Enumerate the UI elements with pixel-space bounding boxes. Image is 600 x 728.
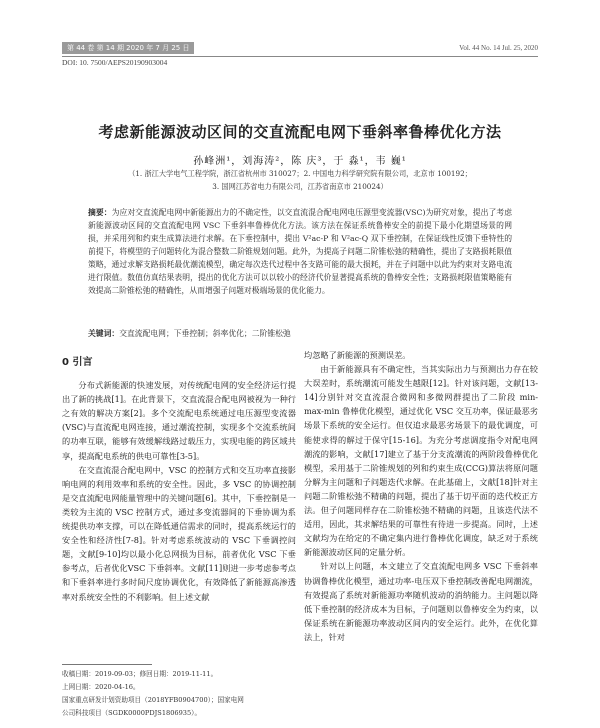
paragraph: 分布式新能源的快速发展，对传统配电网的安全经济运行提出了新的挑战[1]。在此背景下，交直流混合配电网被视为一种行之有效的解决方案[2]。多个交流配电系统通过电压源型变流器(VSC)与直流配电网连接，通过潮流控制，实现多个交流系统间的功率互联，能够有效缓解线路过载压力，实现电能的跨区域共享，提高配电系统的供电可靠性[3-5]。	[62, 380, 296, 461]
section-heading: 0 引言	[62, 357, 93, 368]
footnote-online: 上网日期：2020-04-16。	[62, 683, 140, 691]
paragraph: 均忽略了新能源的预测误差。	[304, 350, 411, 360]
paper-title: 考虑新能源波动区间的交直流配电网下垂斜率鲁棒优化方法	[98, 123, 502, 141]
journal-issue-tag: 第 44 卷 第 14 期 2020 年 7 月 25 日	[62, 42, 194, 54]
keywords-text: 交直流配电网；下垂控制；斜率优化；二阶锥松弛	[119, 329, 291, 338]
footnote-funding: 国家重点研发计划资助项目（2018YFB0904700）；国家电网	[62, 696, 244, 704]
abstract-label: 摘要：	[88, 208, 112, 217]
left-column	[62, 348, 296, 604]
footnote-received: 收稿日期：2019-09-03；修回日期：2019-11-11。	[62, 670, 218, 678]
journal-issue-english: Vol. 44 No. 14 Jul. 25, 2020	[459, 44, 538, 52]
abstract-text: 为应对交直流配电网中新能源出力的不确定性，以交直流混合配电网电压源型变流器(VSC)为研究对象，提出了考虑新能源波动区间的交直流配电网 VSC 下垂斜率鲁棒优化方法。该方法在保证系统鲁棒安全的前提下最小化期望场景的网损，并采用列和约束生成算法进行求解。在下垂控制中，提出 V²ac-P 和 V²ac-Q 双下垂控制，在保证线性反馈下垂特性的前提下，将模型的子问题转化为混合整数二阶锥规划问题。此外，为提高子问题二阶锥松弛的精确性，提出了支路损耗限值策略，通过求解支路损耗最优潮流模型，确定每次迭代过程中各支路可能的最大损耗，并在子问题中以此为约束对支路电流进行限值。数值仿真结果表明，提出的优化方法可以以较小的经济代价显著提高系统的鲁棒安全性；支路损耗限值策略能有效提高二阶锥松弛的精确性，从而增强子问题对极端场景的优化能力。	[88, 208, 512, 295]
top-bar	[0, 0, 600, 17]
keywords-label: 关键词：	[88, 329, 120, 338]
footnote-funding-cont: 公司科技项目（SGDK0000PDJS1806935）。	[62, 709, 202, 717]
right-column	[304, 348, 538, 644]
footnote-divider	[62, 664, 152, 665]
affiliation-line-1: （1. 浙江大学电气工程学院，浙江省杭州市 310027；2. 中国电力科学研究院有限公司，北京市 100192；	[128, 169, 472, 178]
header-divider	[62, 56, 538, 57]
affiliation-line-2: 3. 国网江苏省电力有限公司，江苏省南京市 210024）	[212, 182, 388, 191]
paragraph: 由于新能源具有不确定性，当其实际出力与预测出力存在较大误差时，系统潮流可能发生越限[12]。针对该问题，文献[13-14]分别针对交直流混合微网和多微网群提出了二阶段 min-max-min 鲁棒优化模型，通过优化 VSC 交互功率，保证最恶劣场景下系统的安全运行。但仅追求最恶劣场景下的最优调度，可能使求得的解过于保守[15-16]。为充分考虑调度指令对配电网潮流的影响，文献[17]建立了基于分支流潮流的两阶段鲁棒优化模型，采用基于二阶锥规划的列和约束生成(CCG)算法将原问题分解为主问题和子问题迭代求解。在此基础上，文献[18]针对主问题二阶锥松弛不精确的问题，提出了基于切平面的迭代校正方法。但子问题同样存在二阶锥松弛不精确的问题，且该迭代法不适用，因此，其求解结果的可靠性有待进一步提高。同时，上述文献均为在给定的不确定集内进行鲁棒优化调度，缺乏对于系统新能源波动区间的定量分析。	[304, 364, 538, 558]
doi-text[interactable]: DOI: 10. 7500/AEPS20190903004	[62, 58, 168, 67]
abstract	[88, 206, 512, 297]
keywords	[88, 327, 512, 340]
paragraph: 在交直流混合配电网中，VSC 的控制方式和交互功率直接影响电网的利用效率和系统的安全性。因此，多 VSC 的协调控制是交直流配电网能量管理中的关键问题[6]。其中，下垂控制是一类较为主流的 VSC 控制方式，通过多变流器间的下垂协调为系统提供功率支撑，可以在降低通信需求的同时，提高系统运行的安全性和经济性[7-8]。针对考虑系统波动的 VSC 下垂调控问题，文献[9-10]均以最小化总网损为目标，前者优化 VSC 下垂参考点，后者优化VSC 下垂斜率。文献[11]则进一步考虑参考点和下垂斜率进行多时间尺度协调优化，有效降低了新能源高渗透率对系统安全性的不利影响。但上述文献	[62, 464, 296, 602]
paragraph: 针对以上问题，本文建立了交直流配电网多 VSC 下垂斜率协调鲁棒优化模型，通过功率-电压双下垂控制改善配电网潮流，有效提高了系统对新能源功率随机波动的消纳能力。主问题以降低下垂控制的经济成本为目标，子问题则以鲁棒安全为约束，以保证系统在新能源功率波动区间内的安全运行。此外，在优化算法上，针对	[304, 561, 538, 642]
author-list: 孙峰洲¹，刘海涛²，陈 庆³，于 淼¹，韦 巍¹	[193, 156, 407, 167]
